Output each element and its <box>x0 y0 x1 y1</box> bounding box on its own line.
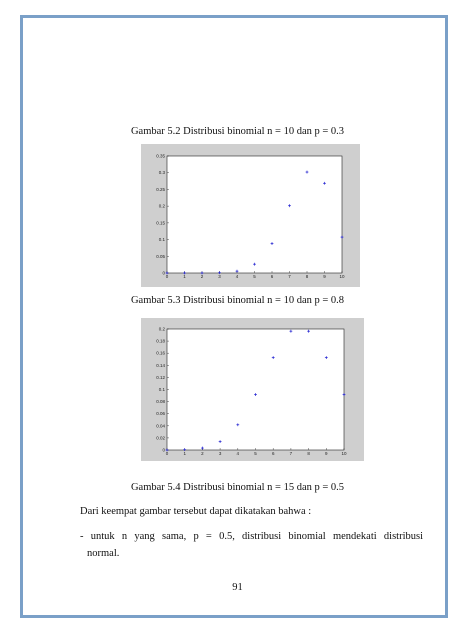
chart-binomial-n10-p03 <box>141 144 360 287</box>
chart1-x-tick-label: 4 <box>235 274 239 279</box>
figure-5-3 <box>141 318 364 461</box>
chart1-y-tick-label: 0.05 <box>156 253 165 259</box>
chart2-x-tick-label: 9 <box>325 451 328 456</box>
chart1-x-tick-label: 6 <box>270 274 274 279</box>
chart2-y-tick-label: 0.08 <box>156 399 165 405</box>
chart2-x-tick-label: 1 <box>183 451 186 456</box>
page-frame <box>20 15 448 618</box>
chart2-x-tick-label: 6 <box>271 451 275 456</box>
chart1-x-tick-label: 0 <box>165 274 169 279</box>
chart2-y-tick-label: 0.2 <box>158 326 165 332</box>
chart1-y-tick-label: 0.35 <box>156 153 165 159</box>
chart1-x-tick-label: 3 <box>218 274 221 279</box>
chart2-y-tick-label: 0.1 <box>158 387 165 392</box>
chart1-x-tick-label: 10 <box>339 274 345 279</box>
chart1-x-tick-label: 9 <box>323 274 326 279</box>
chart2-y-tick-label: 0.16 <box>156 350 165 356</box>
chart2-x-tick-label: 2 <box>201 451 204 456</box>
bullet-line-2: normal. <box>87 548 120 559</box>
chart2-y-tick-label: 0.14 <box>156 362 165 368</box>
chart1-y-tick-label: 0.2 <box>158 203 165 209</box>
chart2-y-tick-label: 0.06 <box>156 411 165 417</box>
chart1-x-tick-label: 5 <box>253 274 256 279</box>
chart2-y-tick-label: 0.04 <box>156 423 165 429</box>
chart2-x-tick-label: 5 <box>254 451 257 456</box>
caption-figure-5-4: Gambar 5.4 Distribusi binomial n = 15 dan p = 0.5 <box>130 482 345 493</box>
chart2-y-tick-label: 0 <box>162 447 165 453</box>
chart1-y-tick-label: 0.1 <box>158 237 165 243</box>
page-number: 91 <box>232 582 243 593</box>
caption-figure-5-2: Gambar 5.2 Distribusi binomial n = 10 dan p = 0.3 <box>130 126 345 137</box>
chart2-x-tick-label: 8 <box>307 451 310 456</box>
chart1-plot-area <box>167 156 342 273</box>
chart2-x-tick-label: 10 <box>341 451 347 456</box>
chart2-plot-area <box>167 329 344 450</box>
figure-5-2 <box>141 144 360 287</box>
chart1-y-tick-label: 0.25 <box>156 186 165 192</box>
chart2-y-tick-label: 0.02 <box>156 435 165 441</box>
chart1-x-tick-label: 7 <box>288 274 291 279</box>
chart2-y-tick-label: 0.18 <box>156 338 165 344</box>
chart1-y-tick-label: 0.15 <box>156 220 165 226</box>
chart2-y-tick-label: 0.12 <box>156 374 165 380</box>
bullet-line-1: - untuk n yang sama, p = 0.5, distribusi binomial mendekati distribusi <box>80 531 423 542</box>
chart1-x-tick-label: 8 <box>305 274 309 279</box>
chart1-x-tick-label: 1 <box>183 274 186 279</box>
conclusion-paragraph: Dari keempat gambar tersebut dapat dikatakan bahwa : <box>80 506 312 517</box>
chart1-y-tick-label: 0.3 <box>158 170 165 176</box>
chart2-x-tick-label: 3 <box>218 451 222 456</box>
chart1-y-tick-label: 0 <box>162 270 165 276</box>
chart2-x-tick-label: 4 <box>236 451 240 456</box>
chart2-x-tick-label: 0 <box>165 451 169 456</box>
caption-figure-5-3: Gambar 5.3 Distribusi binomial n = 10 dan p = 0.8 <box>130 295 345 306</box>
chart2-x-tick-label: 7 <box>289 451 293 456</box>
chart-binomial-n10-p08 <box>141 318 364 461</box>
chart1-x-tick-label: 2 <box>200 274 204 279</box>
